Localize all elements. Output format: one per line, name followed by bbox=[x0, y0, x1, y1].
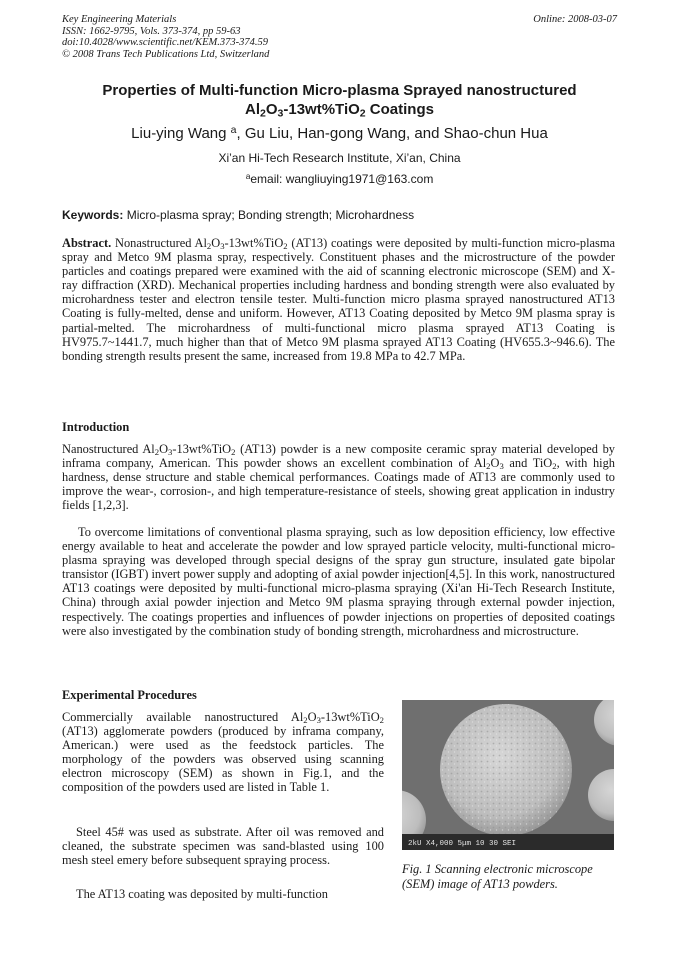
journal-header bbox=[62, 14, 617, 60]
keywords bbox=[62, 208, 617, 222]
abstract-label: Abstract. bbox=[62, 236, 112, 250]
introduction-heading: Introduction bbox=[62, 420, 130, 434]
first-author: Liu-ying Wang bbox=[131, 125, 227, 142]
online-date: Online: 2008-03-07 bbox=[533, 14, 617, 25]
sem-image bbox=[402, 700, 614, 850]
doi-line: doi:10.4028/www.scientific.net/KEM.373-374.59 bbox=[62, 37, 268, 48]
experimental-paragraph-2: Steel 45# was used as substrate. After oil was removed and cleaned, the substrate specimen was sand-blasted using 100 mesh steel emery before subsequent spraying process. bbox=[62, 825, 384, 868]
issn-line: ISSN: 1662-9795, Vols. 373-374, pp 59-63 bbox=[62, 25, 241, 37]
abstract: Abstract. Nonastructured $Al_2O_3-13wt\%TiO_2$ (AT13) coatings were deposited by multi-function micro-plasma spray and Metco 9M plasma spray, respectively. Constituent phases and the microstructure of the powder particles and coatings prepared were examined with the aid of scanning electronic microscope (SEM) and X-ray diffraction (XRD). Mechanical properties including hardness and bonding strength were also evaluated by microhardness tester and electron tensile tester. Multi-function micro plasma sprayed nanostructured AT13 Coating is fully-melted, dense and uniform. However, AT13 Coating deposited by Metco 9M plasma spray is partial-melted. The microhardness of multi-functional micro plasma sprayed AT13 Coating is HV975.7~1441.7, much higher than that of Metco 9M plasma sprayed AT13 Coating (HV655.3~946.6). The bonding strength results present the same, increased from 19.8 MPa to 42.7 MPa. bbox=[62, 236, 615, 363]
introduction-paragraph-1: Nanostructured $Al_2O_3-13wt\%TiO_2$ (AT13) powder is a new composite ceramic spray material developed by inframa company, American. This powder shows an excellent combination of $Al_2O_3$ and TiO$_2$, with high hardness, dense structure and stable chemical performances. Coatings made of AT13 are commonly used to improve the wear-, corrosion-, and high temperature-resistance of steels, showing great application in industry fields [1,2,3]. bbox=[62, 442, 615, 513]
contact-email: $^a$email: wangliuying1971@163.com bbox=[245, 170, 434, 186]
experimental-paragraph-1: Commercially available nanostructured $Al_2O_3-13wt\%TiO_2$ (AT13) agglomerate powders (produced by inframa company, American.) were used as the feedstock particles. The morphology of the powders was observed using scanning electron microscopy (SEM) as shown in Fig.1, and the composition of the powders used are listed in Table 1. bbox=[62, 710, 384, 795]
journal-name: Key Engineering Materials bbox=[62, 14, 177, 25]
experimental-heading: Experimental Procedures bbox=[62, 688, 197, 702]
keywords-text: Micro-plasma spray; Bonding strength; Microhardness bbox=[123, 208, 415, 222]
sem-info-text: 2kU X4,000 5μm 10 30 SEI bbox=[408, 840, 517, 848]
title-line-1: Properties of Multi-function Micro-plasma Sprayed nanostructured bbox=[102, 82, 577, 99]
other-authors: , Gu Liu, Han-gong Wang, and Shao-chun Hua bbox=[236, 125, 548, 142]
author-superscript: a bbox=[230, 123, 237, 136]
sem-micrograph bbox=[402, 700, 614, 850]
keywords-label: Keywords: bbox=[62, 208, 124, 222]
paper-title bbox=[62, 81, 617, 119]
particle-texture bbox=[440, 704, 572, 836]
introduction-paragraph-2: To overcome limitations of conventional plasma spraying, such as low deposition efficiency, low effective energy available to heat and accelerate the powder and low sprayed particle velocity, multi-functional micro-plasma spraying was developed through special designs of the spray gun structure, insulated gate bipolar transistor (IGBT) invert power supply and adopting of axial powder injection[4,5]. In this work, nanostructured AT13 coatings were deposited by multi-functional micro-plasma spraying (Xi'an Hi-Tech Research Institute, China) through axial powder injection and Metco 9M plasma spraying through external powder injection, respectively. The coatings properties and influences of powder injections on properties of deposited coatings were also investigated by the combination study of bonding strength, microhardness and microstructure. bbox=[62, 525, 615, 638]
experimental-paragraph-3: The AT13 coating was deposited by multi-function bbox=[76, 887, 328, 901]
figure-caption: Fig. 1 Scanning electronic microscope (SEM) image of AT13 powders. bbox=[402, 862, 593, 891]
author-list bbox=[62, 125, 617, 142]
title-line-2: $Al_2O_3-13wt\%TiO_2$ Coatings bbox=[245, 101, 434, 120]
copyright-line: © 2008 Trans Tech Publications Ltd, Switzerland bbox=[62, 48, 270, 60]
affiliation: Xi’an Hi-Tech Research Institute, Xi’an, China bbox=[218, 151, 461, 165]
